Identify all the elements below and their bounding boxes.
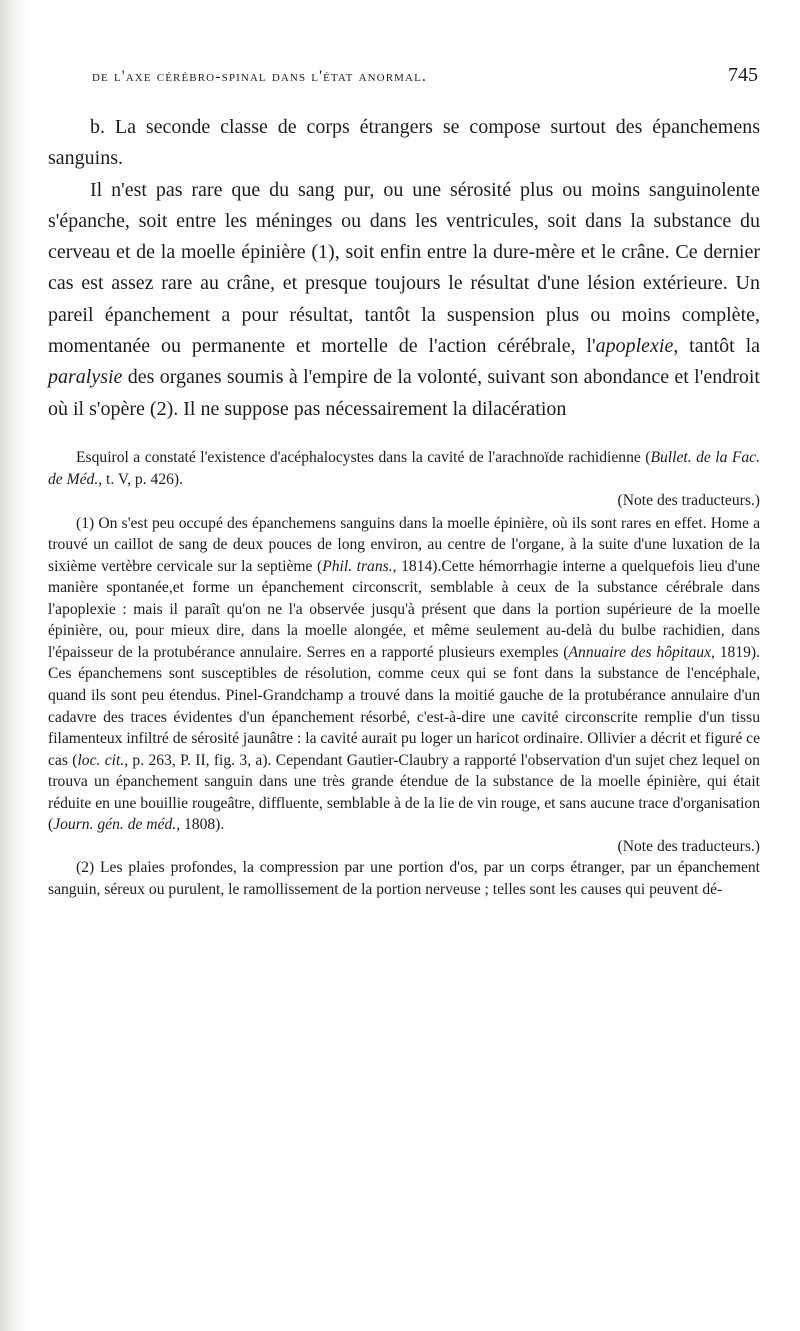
note-text: Esquirol a constaté l'existence d'acéphalocystes dans la cavité de l'arachnoïde rachidienne ( [76,448,651,466]
paragraph-b: b. La seconde classe de corps étrangers se compose surtout des épanchemens sanguins. [48,116,760,170]
paragraph-text: Il n'est pas rare que du sang pur, ou une sérosité plus ou moins sanguinolente s'épanche, soit entre les méninges ou dans les ventricules, soit dans la substance du cerveau et de la moelle épinière (1), soit enfin entre la dure-mère et le crâne. Ce dernier cas est assez rare au crâne, et presque toujours le résultat d'une lésion extérieure. Un pareil épanchement a pour résultat, tantôt la suspension plus ou moins complète, momentanée ou permanente et mortelle de l'action cérébrale, l' [48,178,760,358]
note-text: , 1808). [176,816,225,834]
note-continued [48,447,760,490]
term-paralysie: paralysie [48,366,123,389]
paragraph-text: des organes soumis à l'empire de la volonté, suivant son abondance et l'endroit où il s'opère (2). Il ne suppose pas nécessairement la dilacération [48,366,760,420]
note-text: , 1819). Ces épanchemens sont susceptibles de résolution, comme ceux qui se font dans la substance de l'encéphale, quand ils sont peu étendus. Pinel-Grandchamp a trouvé dans la moitié gauche de la protubérance annulaire d'un cadavre des traces évidentes d'un épanchement résorbé, c'est-à-dire une cavité circonscrite remplie d'un tissu filamenteux infiltré de sérosité jaunâtre : la cavité aurait pu loger un haricot ordinaire. Ollivier a décrit et figuré ce cas ( [48,643,761,769]
note-1 [48,513,760,858]
note-reference: Annuaire des hôpitaux [568,643,711,661]
note-attribution: (Note des traducteurs.) [617,837,760,855]
page-number: 745 [728,64,758,86]
note-text: , p. 263, P. II, fig. 3, a). Cependant Gautier-Claubry a rapporté l'observation d'un sujet chez lequel on trouva un épanchement sanguin dans une très grande étendue de la substance de la moelle épinière, qui était réduite en une bouillie rougeâtre, diffluente, semblable à de la lie de vin rouge, et sans aucune trace d'organisation ( [48,751,760,834]
note-reference: Bullet. de la Fac. de Méd. [48,448,761,488]
note-text: , t. V, p. 426). [98,470,184,488]
main-text [48,112,760,425]
paragraph-text: , tantôt la [673,335,761,358]
note-reference: Phil. trans. [322,557,393,575]
note-text: , 1814).Cette hémorrhagie interne a quelquefois lieu d'une manière spontanée,et forme un épanchement circonscrit, semblable à ceux de la substance cérébrale dans l'apoplexie : mais il paraît qu'on ne l'a observée jusqu'à présent que dans la portion supérieure de la moelle épinière, ou, pour mieux dire, dans la moelle alongée, et même seulement au-delà du bulbe rachidien, dans l'épaisseur de la protubérance annulaire. Serres en a rapporté plusieurs exemples ( [48,557,760,661]
note-attribution: (Note des traducteurs.) [617,492,760,510]
running-head [48,60,760,94]
note-reference: Journ. gén. de méd. [53,816,177,834]
footnotes [48,447,760,900]
note-reference: loc. cit. [77,751,125,769]
book-spine-shadow [0,0,30,1331]
note-2: (2) Les plaies profondes, la compression par une portion d'os, par un corps étranger, par un épanchement sanguin, séreux ou purulent, le ramollissement de la portion nerveuse ; telles sont les causes qui peuvent dé- [48,859,760,898]
running-title: de l'axe cérébro-spinal dans l'état anormal. [92,68,428,85]
term-apoplexie: apoplexie [595,335,674,358]
paragraph-epanchement [48,175,760,425]
note-text: (1) On s'est peu occupé des épanchemens sanguins dans la moelle épinière, où ils sont rares en effet. Home a trouvé un caillot de sang de deux pouces de long environ, au centre de l'organe, à la suite d'une luxation de la sixième vertèbre cervicale sur la septième ( [48,514,760,575]
book-page [48,60,760,900]
